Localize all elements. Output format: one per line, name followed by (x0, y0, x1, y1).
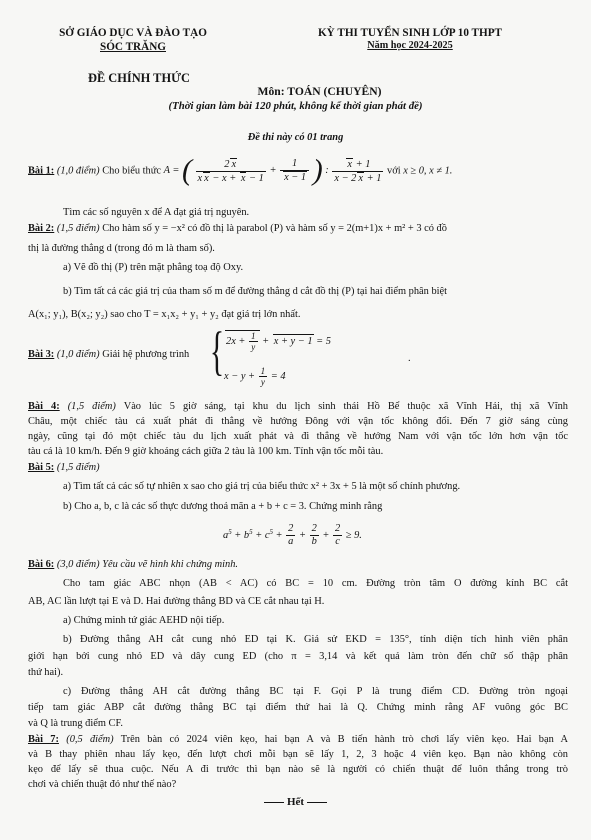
problem-2-text: Cho hàm số y = −x² có đồ thị là parabol (P) và hàm số y = 2(m+1)x + m² + 3 có đồ (102, 223, 447, 234)
exam-title: KỲ THI TUYỂN SINH LỚP 10 THPT (317, 27, 503, 39)
problem-5-part-a: a) Tìm tất cả các số tự nhiên x sao cho giá trị của biểu thức x² + 3x + 5 là một số chính phương. (63, 481, 461, 492)
problem-6-part-c-line-3: và Q là trung điểm CF. (28, 718, 123, 729)
problem-7-label: Bài 7: (28, 734, 59, 745)
problem-6-part-c-line-1: c) Đường thẳng AH cắt đường thẳng BC tại F. Gọi P là trung điểm CD. Đường tròn ngoại (63, 686, 568, 697)
subject-line (0, 84, 591, 99)
subject-name: TOÁN (CHUYÊN) (287, 85, 382, 98)
problem-7-points: (0,5 điểm) (66, 734, 114, 745)
problem-1-intro: Cho biểu thức (102, 165, 161, 177)
exam-page: SỞ GIÁO DỤC VÀ ĐÀO TẠO SÓC TRĂNG KỲ THI TUYỂN SINH LỚP 10 THPT Năm học 2024-2025 ĐỀ CHÍNH THỨC Môn: TOÁN (CHUYÊN) (Thời gian làm bài 120 phút, không kể thời gian phát đề) Đề thi này có 01 trang Bài 1: (1,0 điểm) Cho biểu thức A = ( $\frac{2 x}{\text{x x − x + x − 1}}$ + $\frac{1}{x - 1}$ ) : $\frac{x + 1}{x - 2 x + 1}$ với x ≥ 0, x ≠ 1. Tìm các số nguyên x để A đạt giá trị nguyên. Bài 2: (1,5 điểm) Cho hàm số y = −x² có đồ thị là parabol (P) và hàm số y = 2(m+1)x + m² + 3 có đồ thị là đường thẳng d (trong đó m là tham số). a) Vẽ đồ thị (P) trên mặt phẳng toạ độ Oxy. b) Tìm tất cả các giá trị của tham số m để đường thẳng d cắt đồ thị (P) tại hai điểm phân biệt A(x₁; y₁), B(x₂; y₂) sao cho T = x₁x₂ + y₁ + y₂ đạt giá trị lớn nhất. Bài 3: (1,0 điểm) Giải hệ phương trình { 2x + $\frac{1}{y}$ + x + y − 1 = 5 x − y + $\frac{1}{y}$ = 4 . Bài 4: (1,5 điểm) Vào lúc 5 giờ sáng, tại khu du lịch sinh thái Hồ Bể thuộc xã Vĩnh Hải, thị xã Vĩnh Châu, một chiếc tàu cá xuất phát đi thẳng về hướng Đông với vận tốc không đổi. Đến 7 giờ sáng cùng ngày, cũng tại đó một chiếc tàu du lịch xuất phát và đi thẳng về hướng Nam với vận tốc lớn hơn vận tốc tàu cá là 10 km/h. Đến 9 giờ khoảng cách giữa 2 tàu là 100 km. Tính vận tốc mỗi tàu. Bài 5: (1,5 điểm) a) Tìm tất cả các số tự nhiên x sao cho giá trị của biểu thức x² + 3x + 5 là một số chính phương. b) Cho a, b, c là các số thực dương thoả mãn a + b + c = 3. Chứng minh rằng $a^5 + b^5 + c^5$ + $\frac{2}{a}$ + $\frac{2}{b}$ + $\frac{2}{c}$ ≥ 9. Bài 6: (3,0 điểm) Yêu cầu vẽ hình khi chứng minh. Cho tam giác ABC nhọn (AB < AC) có BC = 10 cm. Đường tròn tâm O đường kính BC cắt AB, AC lần lượt tại E và D. Hai đường thẳng BD và CE cắt nhau tại H. a) Chứng minh tứ giác AEHD nội tiếp. b) Đường thẳng AH cắt cung nhỏ ED tại K. Giả sử EKD = 135°, tính diện tích hình viên phân giới hạn bởi cung nhỏ ED và dây cung ED (cho π = 3,14 và kết quả làm tròn đến chữ số thập phân thứ hai). c) Đường thẳng AH cắt đường thẳng BC tại F. Gọi P là trung điểm CD. Đường tròn ngoại tiếp tam giác ABP cắt đường thẳng BC tại điểm thứ hai là Q. Chứng minh rằng AF vuông góc BC và Q là trung điểm CF. Bài 7: (0,5 điểm) Trên bàn có 2024 viên kẹo, hai bạn A và B tiến hành trò chơi lấy viên kẹo. Hai bạn A và B thay phiên nhau lấy kẹo, đến lượt chơi mỗi bạn sẽ lấy 1, 2, 3 hoặc 4 viên kẹo. Bạn nào không còn kẹo để lấy sẽ thua cuộc. Nếu A đi trước thì bạn nào sẽ là người có chiến thuật để luôn thắng trong trò chơi và chiến thuật đó như thế nào? Hết (0, 0, 591, 840)
problem-3-points: (1,0 điểm) (56, 349, 100, 360)
problem-3-intro: Giải hệ phương trình (102, 349, 190, 360)
problem-3-statement (28, 348, 189, 362)
problem-1-points: (1,0 điểm) (56, 165, 100, 177)
end-text: Hết (286, 796, 305, 808)
equation-2: x − y + $\frac{1}{y}$ = 4 (224, 366, 286, 388)
problem-2-line-1 (28, 222, 568, 236)
problem-6-part-b-line-3: thứ hai). (28, 667, 64, 678)
time-note: (Thời gian làm bài 120 phút, không kể thời gian phát đề) (168, 100, 423, 112)
problem-4-line-4: tàu cá là 10 km/h. Đến 9 giờ khoảng cách giữa 2 tàu là 100 km. Tính vận tốc mỗi tàu. (28, 446, 384, 457)
pages-note: Đề thi này có 01 trang (247, 132, 344, 143)
problem-6-requirement: Yêu cầu vẽ hình khi chứng minh. (102, 559, 239, 570)
problem-5-part-b: b) Cho a, b, c là các số thực dương thoả mãn a + b + c = 3. Chứng minh rằng (63, 501, 383, 512)
problem-7-text: Trên bàn có 2024 viên kẹo, hai bạn A và B tiến hành trò chơi lấy viên kẹo. Hai bạn A (120, 734, 568, 745)
problem-7-line-2: và B thay phiên nhau lấy kẹo, đến lượt chơi mỗi bạn sẽ lấy 1, 2, 3 hoặc 4 viên kẹo. Bạn nào không còn (28, 749, 568, 760)
problem-4-line-3: ngày, cũng tại đó một chiếc tàu du lịch xuất phát và đi thẳng về hướng Nam với vận tốc lớn hơn vận tốc (28, 431, 568, 442)
problem-6-part-b-line-1: b) Đường thẳng AH cắt cung nhỏ ED tại K. Giả sử EKD = 135°, tính diện tích hình viên phân (63, 634, 568, 645)
problem-4-label: Bài 4: (28, 401, 60, 412)
problem-2-label: Bài 2: (28, 223, 55, 234)
department-header (38, 26, 228, 54)
problem-2-part-b-line-1: b) Tìm tất cả các giá trị của tham số m để đường thẳng d cắt đồ thị (P) tại hai điểm phân biệt (63, 286, 448, 297)
problem-2-part-b-line-2: A(x₁; y₁), B(x₂; y₂) sao cho T = x₁x₂ + y₁ + y₂ đạt giá trị lớn nhất. (28, 309, 301, 320)
problem-4-points: (1,5 điểm) (67, 401, 116, 412)
province-name: SÓC TRĂNG (100, 41, 166, 53)
problem-6-heading (28, 558, 238, 572)
problem-3-label: Bài 3: (28, 349, 55, 360)
problem-7-line-4: chơi và chiến thuật đó như thế nào? (28, 779, 177, 790)
problem-4-line-1 (28, 400, 568, 414)
exam-header (295, 26, 525, 53)
problem-1-condition-word: với (387, 165, 401, 177)
school-year: Năm học 2024-2025 (367, 40, 453, 51)
problem-6-label: Bài 6: (28, 559, 55, 570)
subject-label: Môn: (257, 85, 285, 98)
department-name: SỞ GIÁO DỤC VÀ ĐÀO TẠO (59, 27, 207, 39)
problem-5-heading (28, 461, 100, 475)
problem-6-part-b-line-2: giới hạn bởi cung nhỏ ED và dây cung ED (cho π = 3,14 và kết quả làm tròn đến chữ số thập phân (28, 651, 568, 662)
problem-2-part-a: a) Vẽ đồ thị (P) trên mặt phẳng toạ độ Oxy. (63, 262, 244, 273)
inequality: $a^5 + b^5 + c^5$ + $\frac{2}{a}$ + $\frac{2}{b}$ + $\frac{2}{c}$ ≥ 9. (223, 523, 362, 547)
problem-6-line-1: Cho tam giác ABC nhọn (AB < AC) có BC = 10 cm. Đường tròn tâm O đường kính BC cắt (63, 578, 568, 589)
problem-1-statement (28, 156, 452, 186)
problem-6-part-c-line-2: tiếp tam giác ABP cắt đường thẳng BC tại điểm thứ hai là Q. Chứng minh rằng AF vuông góc BC (28, 702, 568, 713)
problem-5-label: Bài 5: (28, 462, 55, 473)
problem-2-points: (1,5 điểm) (56, 223, 100, 234)
problem-4-line-2: Châu, một chiếc tàu cá xuất phát đi thẳng về hướng Đông với vận tốc không đổi. Đến 7 giờ sáng cùng (28, 416, 568, 427)
problem-1-task: Tìm các số nguyên x để A đạt giá trị nguyên. (63, 207, 250, 218)
problem-2-line-2: thị là đường thẳng d (trong đó m là tham số). (28, 243, 215, 254)
expression-a: A = ( $\frac{2 x}{\text{x x − x + x − 1}}$ + $\frac{1}{x - 1}$ ) : $\frac{x + 1}{x - 2 x + 1}$ (163, 154, 382, 187)
problem-1-label: Bài 1: (28, 165, 55, 177)
problem-4-text: Vào lúc 5 giờ sáng, tại khu du lịch sinh thái Hồ Bể thuộc xã Vĩnh Hải, thị xã Vĩnh (123, 401, 568, 412)
equation-1: 2x + $\frac{1}{y}$ + x + y − 1 = 5 (226, 331, 331, 353)
end-marker (0, 795, 591, 809)
problem-6-line-2: AB, AC lần lượt tại E và D. Hai đường thẳng BD và CE cắt nhau tại H. (28, 596, 325, 607)
problem-5-points: (1,5 điểm) (56, 462, 100, 473)
problem-1-condition: x ≥ 0, x ≠ 1. (403, 165, 453, 177)
problem-7-line-3: kẹo để lấy sẽ thua cuộc. Nếu A đi trước thì bạn nào sẽ là người có chiến thuật để luôn thắng trong trò (28, 764, 568, 775)
problem-6-points: (3,0 điểm) (56, 559, 100, 570)
problem-6-part-a: a) Chứng minh tứ giác AEHD nội tiếp. (63, 615, 225, 626)
problem-7-line-1 (28, 733, 568, 747)
official-exam-label: ĐỀ CHÍNH THỨC (88, 71, 190, 85)
